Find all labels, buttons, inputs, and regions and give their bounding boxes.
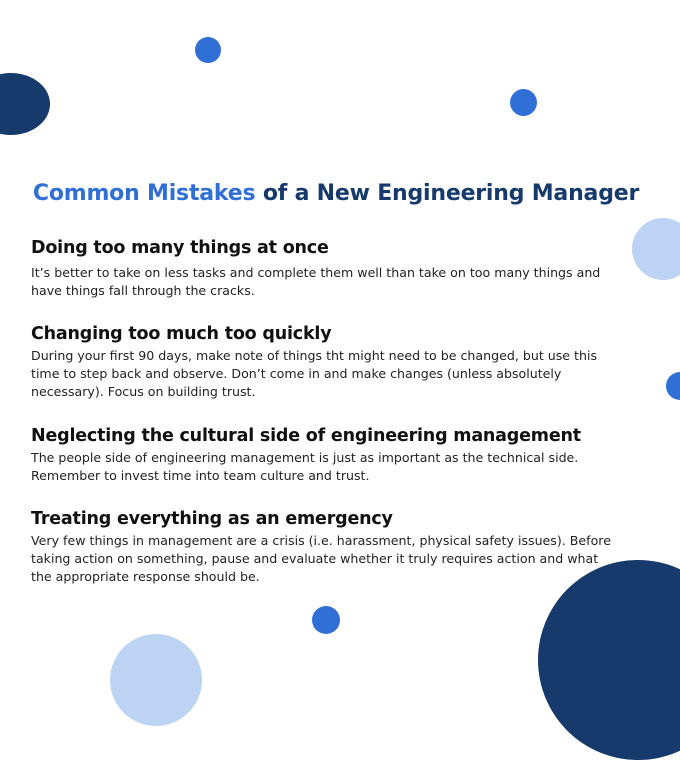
decorative-dot-light-bottom [110,634,202,726]
mistake-heading: Neglecting the cultural side of engineering management [31,426,581,446]
mistake-body: During your first 90 days, make note of things tht might need to be changed, but use this time to step back and observe. Don’t come in and make changes (unless absolutely necessary). Focus on building trust. [31,348,598,399]
page-title [0,181,672,206]
mistake-body: The people side of engineering management is just as important as the technical side. Remember to invest time into team culture and trust. [31,450,579,483]
mistake-heading: Changing too much too quickly [31,324,332,344]
decorative-dot-blue-bottom [312,606,340,634]
title-accent: Common Mistakes [32,181,256,206]
title-rest: of a New Engineering Manager [255,181,640,206]
mistake-section [31,509,611,586]
decorative-dot-navy-bottom-right [538,560,680,760]
mistake-heading: Treating everything as an emergency [31,509,393,529]
mistake-heading: Doing too many things at once [31,238,329,258]
mistake-section [31,324,611,401]
mistake-section [31,238,611,300]
decorative-dot-light-right [632,218,680,280]
mistake-body: Very few things in management are a crisis (i.e. harassment, physical safety issues). Before taking action on something, pause and evaluate whether it truly requires action and what the appropriate response should be. [31,533,611,584]
mistake-section [31,426,611,485]
decorative-dot-navy-left [0,73,50,135]
decorative-dot-blue-edge [666,372,680,400]
decorative-dot-blue-right [510,89,537,116]
mistake-body: It’s better to take on less tasks and complete them well than take on too many things and have things fall through the cracks. [31,265,601,298]
decorative-dot-blue-top [195,37,221,63]
